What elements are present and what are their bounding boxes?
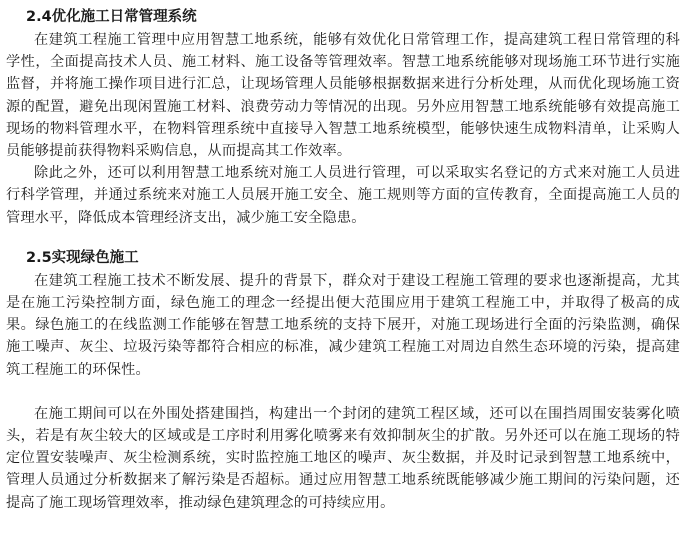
paragraph: 在建筑工程施工技术不断发展、提升的背景下，群众对于建设工程施工管理的要求也逐渐提高，尤其是在施工污染控制方面，绿色施工的理念一经提出便大范围应用于建筑工程施工中，并取得了极高的成果。绿色施工的在线监测工作能够在智慧工地系统的支持下展开，对施工现场进行全面的污染监测，确保施工噪声、灰尘、垃圾污染等都符合相应的标准，减少建筑工程施工对周边自然生态环境的污染，提高建筑工程施工的环保性。: [6, 272, 680, 378]
paragraph: 在建筑工程施工管理中应用智慧工地系统，能够有效优化日常管理工作，提高建筑工程日常管理的科学性，全面提高技术人员、施工材料、施工设备等管理效率。智慧工地系统能够对现场施工环节进行实施监督，并将施工操作项目进行汇总，让现场管理人员能够根据数据来进行分析处理，从而优化现场施工资源的配置，避免出现闲置施工材料、浪费劳动力等情况的出现。另外应用智慧工地系统能够有效提高施工现场的物料管理水平，在物料管理系统中直接导入智慧工地系统模型，能够快速生成物料清单，让采购人员能够提前获得物料采购信息，从而提高其工作效率。: [6, 32, 680, 160]
paragraph: 在施工期间可以在外围处搭建围挡，构建出一个封闭的建筑工程区域，还可以在围挡周围安装雾化喷头，若是有灰尘较大的区域或是工序时利用雾化喷雾来有效抑制灰尘的扩散。另外还可以在施工现场的特定位置安装噪声、灰尘检测系统，实时监控施工地区的噪声、灰尘数据，并及时记录到智慧工地系统中，管理人员通过分析数据来了解污染是否超标。通过应用智慧工地系统既能够减少施工期间的污染问题，还提高了施工现场管理效率，推动绿色建筑理念的可持续应用。: [6, 405, 680, 511]
section-spacer: [6, 229, 680, 247]
paragraph-spacer: [6, 381, 680, 403]
section-heading: 2.4优化施工日常管理系统: [26, 9, 197, 25]
section-2-4: [6, 6, 680, 229]
section-heading: 2.5实现绿色施工: [26, 249, 139, 266]
section-2-5: [6, 247, 680, 514]
paragraph: 除此之外，还可以利用智慧工地系统对施工人员进行管理，可以采取实名登记的方式来对施工人员进行科学管理，并通过系统来对施工人员展开施工安全、施工规则等方面的宣传教育，全面提高施工人员的管理水平，降低成本管理经济支出，减少施工安全隐患。: [6, 165, 680, 226]
